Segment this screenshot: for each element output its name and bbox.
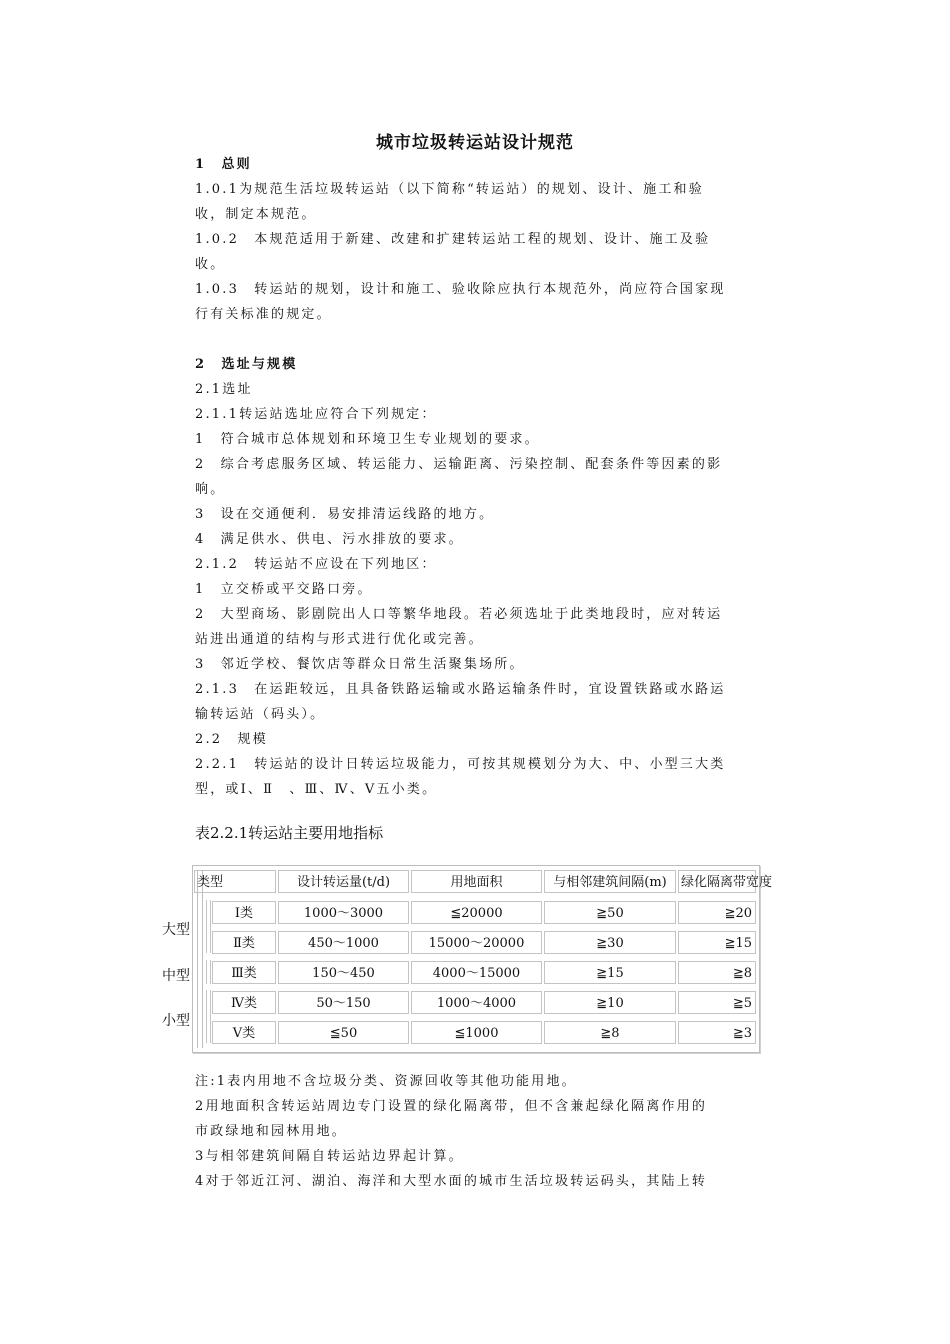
group-label-small: 小型 [162, 1013, 190, 1029]
group-label-large: 大型 [162, 922, 190, 938]
table-cell: ≧30 [544, 931, 676, 954]
table-cell: ≧15 [678, 931, 756, 954]
text-line: 2.2 规模 [195, 732, 268, 747]
group-label-medium: 中型 [162, 968, 190, 984]
table-header: 与相邻建筑间隔(m) [544, 870, 676, 893]
group-divider [206, 900, 211, 953]
text-line: 型，或Ⅰ、Ⅱ 、Ⅲ、Ⅳ、Ⅴ五小类。 [195, 782, 438, 797]
table-cell: ≧10 [544, 991, 676, 1014]
table-cell: Ⅰ类 [212, 901, 276, 924]
text-line: 收。 [195, 257, 226, 272]
note-line: 市政绿地和园林用地。 [195, 1124, 348, 1139]
text-line: 4 满足供水、供电、污水排放的要求。 [195, 532, 464, 547]
table-cell: Ⅲ类 [212, 961, 276, 984]
text-line: 1.0.2 本规范适用于新建、改建和扩建转运站工程的规划、设计、施工及验 [195, 232, 711, 247]
table-cell: 4000～15000 [411, 961, 542, 984]
table-cell: Ⅳ类 [212, 991, 276, 1014]
table-cell: ≧20 [678, 901, 756, 924]
table-cell: Ⅱ类 [212, 931, 276, 954]
note-line: 3与相邻建筑间隔自转运站边界起计算。 [195, 1149, 464, 1164]
text-line: 2 选址与规模 [195, 357, 298, 372]
text-line: 2.1.2 转运站不应设在下列地区： [195, 557, 437, 572]
text-line: 1 立交桥或平交路口旁。 [195, 582, 373, 597]
table-cell: 1000～3000 [278, 901, 409, 924]
table-cell: ≧8 [678, 961, 756, 984]
document-title: 城市垃圾转运站设计规范 [376, 133, 574, 153]
table-cell: ≧3 [678, 1021, 756, 1044]
table-cell: Ⅴ类 [212, 1021, 276, 1044]
table-header: 用地面积 [411, 870, 542, 893]
table-cell: ≧50 [544, 901, 676, 924]
table-cell: ≦1000 [411, 1021, 542, 1044]
table-cell: 150～450 [278, 961, 409, 984]
group-divider [206, 990, 211, 1043]
text-line: 输转运站（码头）。 [195, 707, 326, 722]
text-line: 1.0.3 转运站的规划，设计和施工、验收除应执行本规范外，尚应符合国家现 [195, 282, 726, 297]
table-cell: ≧15 [544, 961, 676, 984]
text-line: 3 邻近学校、餐饮店等群众日常生活聚集场所。 [195, 657, 525, 672]
text-line: 2.1.1转运站选址应符合下列规定： [195, 407, 437, 422]
group-divider [206, 960, 211, 984]
body-text [195, 156, 760, 806]
table-cell: ≧8 [544, 1021, 676, 1044]
text-line: 2 大型商场、影剧院出人口等繁华地段。若必须选址于此类地段时，应对转运 [195, 607, 723, 622]
table-cell: ≦20000 [411, 901, 542, 924]
table-cell: ≧5 [678, 991, 756, 1014]
table-cell: ≦50 [278, 1021, 409, 1044]
text-line: 1.0.1为规范生活垃圾转运站（以下简称“转运站）的规划、设计、施工和验 [195, 182, 704, 197]
table-inner-border [197, 870, 203, 1048]
table-header: 类型 [194, 870, 276, 893]
table-caption: 表2.2.1转运站主要用地指标 [195, 824, 384, 842]
text-line: 收，制定本规范。 [195, 207, 317, 222]
text-line: 1 总则 [195, 157, 252, 172]
text-line: 2.1.3 在运距较远，且具备铁路运输或水路运输条件时，宜设置铁路或水路运 [195, 682, 726, 697]
text-line: 1 符合城市总体规划和环境卫生专业规划的要求。 [195, 432, 540, 447]
note-line: 4对于邻近江河、湖泊、海洋和大型水面的城市生活垃圾转运码头，其陆上转 [195, 1174, 708, 1189]
text-line: 2.2.1 转运站的设计日转运垃圾能力，可按其规模划分为大、中、小型三大类 [195, 757, 726, 772]
text-line: 2 综合考虑服务区域、转运能力、运输距离、污染控制、配套条件等因素的影 [195, 457, 723, 472]
blank-line [195, 331, 760, 356]
table-cell: 50～150 [278, 991, 409, 1014]
table-cell: 450～1000 [278, 931, 409, 954]
table-notes [195, 1073, 760, 1198]
table-cell: 1000～4000 [411, 991, 542, 1014]
note-line: 2用地面积含转运站周边专门设置的绿化隔离带，但不含兼起绿化隔离作用的 [195, 1099, 708, 1114]
text-line: 响。 [195, 482, 226, 497]
text-line: 3 设在交通便利．易安排清运线路的地方。 [195, 507, 495, 522]
text-line: 2.1选址 [195, 382, 253, 397]
table-header: 设计转运量(t/d) [278, 870, 409, 893]
text-line: 行有关标准的规定。 [195, 307, 332, 322]
note-line: 注:1表内用地不含垃圾分类、资源回收等其他功能用地。 [195, 1074, 577, 1089]
text-line: 站进出通道的结构与形式进行优化或完善。 [195, 632, 484, 647]
table-header: 绿化隔离带宽度 [678, 870, 756, 893]
table-cell: 15000～20000 [411, 931, 542, 954]
